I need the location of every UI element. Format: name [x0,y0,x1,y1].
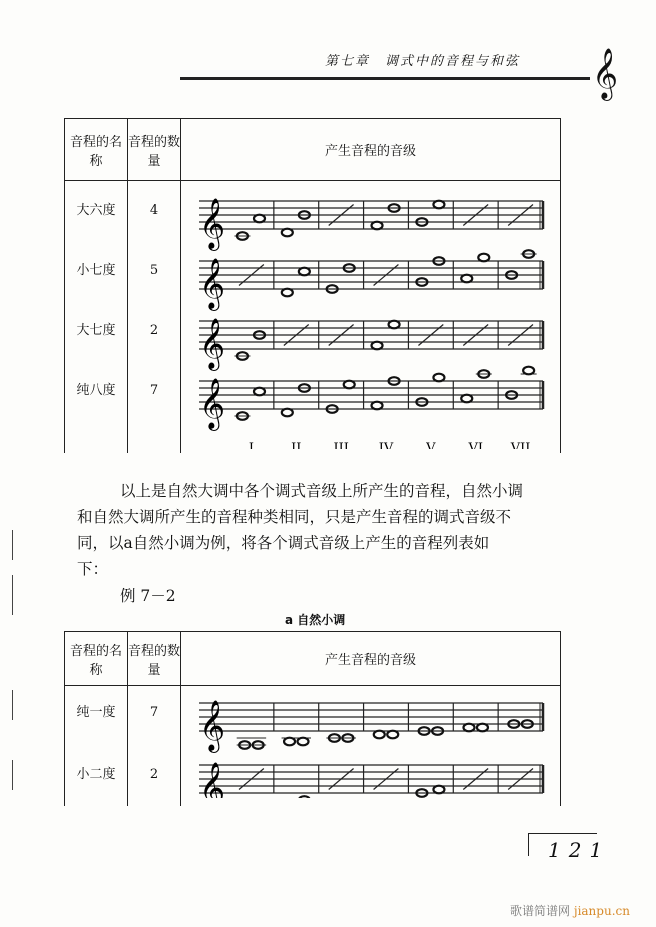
interval-count: 7 [149,705,159,720]
names-column [65,686,128,807]
header-degrees: 产生音程的音级 [181,632,561,686]
interval-name: 纯一度 [76,705,116,720]
whole-note [297,738,308,746]
roman-numeral: VII [510,441,530,449]
paragraph-line: 下： [77,560,109,578]
margin-mark [12,760,13,790]
whole-note [343,381,354,389]
treble-clef-icon: 𝄞 [198,258,225,309]
intervals-table-major [64,118,561,453]
treble-clef-icon: 𝄞 [198,378,225,429]
names-column [65,181,128,454]
roman-numeral: V [425,441,436,449]
roman-numeral: III [332,441,349,449]
whole-note [523,367,534,375]
whole-note [387,731,398,739]
chapter-header: 第七章 调式中的音程与和弦 [325,54,521,69]
treble-clef-icon: 𝄞 [198,762,225,798]
whole-note [461,275,472,283]
whole-note [298,796,309,798]
paragraph-line: 同，以a自然小调为例，将各个调式音级上产生的音程列表如 [77,534,490,552]
interval-name: 小二度 [76,767,116,782]
staves [185,181,557,449]
treble-clef-icon: 𝄞 [198,700,225,751]
roman-numeral: IV [378,441,393,449]
margin-mark [12,575,13,615]
whole-note [281,229,292,237]
whole-note [298,268,309,276]
paragraph-line: 和自然大调所产生的音程种类相同，只是产生音程的调式音级不 [77,508,512,526]
watermark [510,902,630,919]
interval-count: 4 [149,203,159,218]
header-degrees: 产生音程的音级 [181,119,561,181]
whole-note [371,222,382,230]
whole-note [284,738,295,746]
header-name: 音程的名称 [65,632,128,686]
header-name: 音程的名称 [65,119,128,181]
counts-column [128,181,181,454]
whole-note [254,388,265,396]
whole-note [463,724,474,732]
whole-note [433,374,444,382]
margin-mark [12,530,13,560]
header-count: 音程的数量 [128,119,181,181]
whole-note [281,409,292,417]
counts-column [128,686,181,807]
whole-note [433,201,444,209]
watermark-cn: 歌谱简谱网 [510,904,571,918]
staves [185,686,557,798]
roman-numeral: I [248,441,254,449]
whole-note [478,254,489,262]
whole-note [476,724,487,732]
roman-numeral: II [290,441,301,449]
paragraph-line: 以上是自然大调中各个调式音级上所产生的音程，自然小调 [120,482,524,500]
interval-name: 小七度 [76,263,116,278]
paragraph [77,478,524,582]
watermark-url: jianpu.cn [573,904,630,918]
treble-clef-icon: 𝄞 [592,48,619,99]
whole-note [371,402,382,410]
header-rule [180,77,590,80]
whole-note [433,786,444,794]
margin-mark [12,690,13,720]
interval-name: 大七度 [76,323,116,338]
table2-title: a 自然小调 [285,613,346,627]
whole-note [281,289,292,297]
interval-name: 大六度 [76,203,116,218]
interval-count: 5 [149,263,159,278]
interval-count: 2 [149,323,159,338]
intervals-table-minor [64,631,561,806]
treble-clef-icon: 𝄞 [198,198,225,249]
header-count: 音程的数量 [128,632,181,686]
whole-note [373,731,384,739]
treble-clef-icon: 𝄞 [198,318,225,369]
interval-count: 2 [149,767,159,782]
whole-note [388,321,399,329]
roman-numeral: VI [467,441,483,449]
interval-name: 纯八度 [76,383,116,398]
example-label: 例 7－2 [120,587,176,605]
whole-note [254,215,265,223]
whole-note [371,342,382,350]
page-number: 121 [548,838,611,862]
whole-note [461,395,472,403]
interval-count: 7 [149,383,159,398]
